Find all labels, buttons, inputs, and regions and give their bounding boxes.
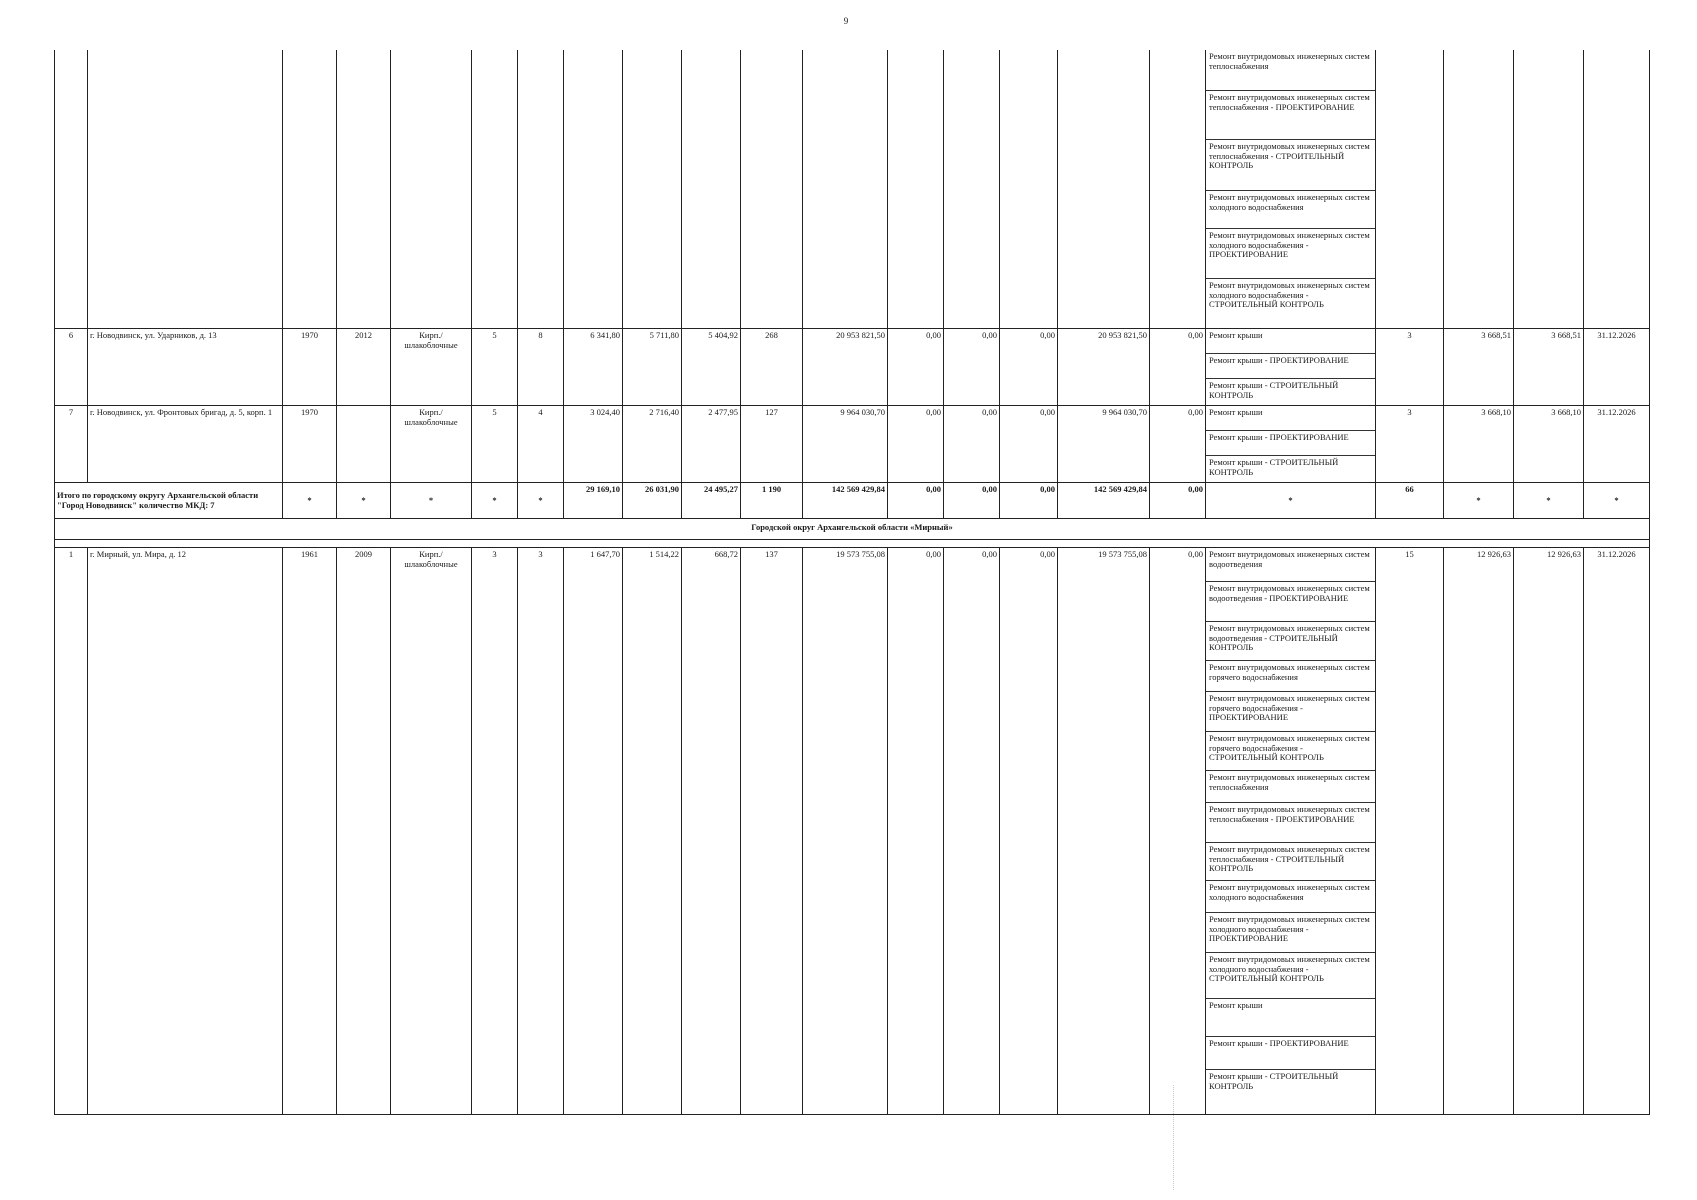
fund-local: 0,00 [1000, 548, 1058, 1115]
cell [1058, 50, 1150, 329]
work-count: 3 [1376, 406, 1444, 483]
deadline: 31.12.2026 [1584, 548, 1650, 1115]
wall-material: Кирп./ шлакоблочные [391, 406, 472, 483]
fund-other: 0,00 [1150, 548, 1206, 1115]
fund-regional: 0,00 [944, 329, 1000, 406]
fund-owners: 9 964 030,70 [1058, 406, 1150, 483]
total-fund-regional: 0,00 [944, 483, 1000, 519]
total-star: * [472, 483, 518, 519]
work-item: Ремонт внутридомовых инженерных систем горячего водоснабжения [1206, 661, 1375, 692]
work-item: Ремонт крыши - СТРОИТЕЛЬНЫЙ КОНТРОЛЬ [1209, 1071, 1339, 1091]
total-star: * [283, 483, 337, 519]
works-cell [1206, 406, 1376, 483]
work-item: Ремонт крыши [1206, 406, 1375, 431]
cell [888, 50, 944, 329]
work-item: Ремонт внутридомовых инженерных систем холодного водоснабжения - СТРОИТЕЛЬНЫЙ КОНТРОЛЬ [1206, 953, 1375, 999]
year-repair: 2009 [337, 548, 391, 1115]
section-title: Городской округ Архангельской области «Мирный» [55, 519, 1650, 540]
work-item: Ремонт внутридомовых инженерных систем холодного водоснабжения [1206, 191, 1375, 229]
fund-other: 0,00 [1150, 406, 1206, 483]
floors: 3 [472, 548, 518, 1115]
total-work-count: 66 [1376, 483, 1444, 519]
total-fund-owners: 142 569 429,84 [1058, 483, 1150, 519]
work-item: Ремонт внутридомовых инженерных систем теплоснабжения - СТРОИТЕЛЬНЫЙ КОНТРОЛЬ [1206, 843, 1375, 881]
total-star: * [1584, 483, 1650, 519]
fund-federal: 0,00 [888, 548, 944, 1115]
total-residents: 1 190 [741, 483, 803, 519]
total-star: * [518, 483, 564, 519]
area-residential: 668,72 [682, 548, 741, 1115]
work-count: 15 [1376, 548, 1444, 1115]
work-item: Ремонт внутридомовых инженерных систем теплоснабжения [1206, 771, 1375, 803]
row-number: 6 [55, 329, 88, 406]
work-item: Ремонт внутридомовых инженерных систем холодного водоснабжения - ПРОЕКТИРОВАНИЕ [1206, 229, 1375, 279]
unit-cost-max: 3 668,10 [1514, 406, 1584, 483]
work-count: 3 [1376, 329, 1444, 406]
works-cell [1206, 50, 1376, 329]
total-star: * [1206, 483, 1376, 519]
work-item: Ремонт крыши [1206, 329, 1375, 354]
cell [1444, 50, 1514, 329]
row-number: 1 [55, 548, 88, 1115]
unit-cost-max: 12 926,63 [1514, 548, 1584, 1115]
total-label: Итого по городскому округу Архангельской области "Город Новодвинск" количество МКД: 7 [55, 483, 283, 519]
year-built: 1961 [283, 548, 337, 1115]
area-premises: 5 711,80 [623, 329, 682, 406]
work-item: Ремонт крыши [1206, 999, 1375, 1037]
area-residential: 2 477,95 [682, 406, 741, 483]
area-premises: 1 514,22 [623, 548, 682, 1115]
scan-artifact-line [1173, 1085, 1174, 1190]
cell [283, 50, 337, 329]
fund-owners: 19 573 755,08 [1058, 548, 1150, 1115]
year-repair [337, 406, 391, 483]
residents: 127 [741, 406, 803, 483]
total-star: * [391, 483, 472, 519]
work-item: Ремонт внутридомовых инженерных систем холодного водоснабжения [1206, 881, 1375, 913]
work-item: Ремонт крыши - ПРОЕКТИРОВАНИЕ [1206, 1037, 1375, 1070]
cost-total: 19 573 755,08 [803, 548, 888, 1115]
spacer-row [55, 540, 1650, 548]
row-number: 7 [55, 406, 88, 483]
fund-federal: 0,00 [888, 329, 944, 406]
cell [472, 50, 518, 329]
total-area-premises: 26 031,90 [623, 483, 682, 519]
year-built: 1970 [283, 329, 337, 406]
work-item: Ремонт внутридомовых инженерных систем холодного водоснабжения - СТРОИТЕЛЬНЫЙ КОНТРОЛЬ [1209, 280, 1370, 310]
cell [682, 50, 741, 329]
work-item: Ремонт крыши - СТРОИТЕЛЬНЫЙ КОНТРОЛЬ [1209, 457, 1339, 477]
total-fund-other: 0,00 [1150, 483, 1206, 519]
work-item: Ремонт внутридомовых инженерных систем водоотведения [1206, 548, 1375, 582]
total-star: * [1444, 483, 1514, 519]
work-item: Ремонт крыши - ПРОЕКТИРОВАНИЕ [1206, 354, 1375, 379]
cell [1150, 50, 1206, 329]
address: г. Мирный, ул. Мира, д. 12 [88, 548, 283, 1115]
cell [741, 50, 803, 329]
deadline: 31.12.2026 [1584, 329, 1650, 406]
year-built: 1970 [283, 406, 337, 483]
residents: 268 [741, 329, 803, 406]
work-item: Ремонт внутридомовых инженерных систем теплоснабжения - СТРОИТЕЛЬНЫЙ КОНТРОЛЬ [1206, 140, 1375, 191]
entrances: 3 [518, 548, 564, 1115]
cell [1000, 50, 1058, 329]
area-total: 6 341,80 [564, 329, 623, 406]
spacer [55, 540, 1650, 548]
unit-cost-max: 3 668,51 [1514, 329, 1584, 406]
work-item: Ремонт крыши - СТРОИТЕЛЬНЫЙ КОНТРОЛЬ [1209, 380, 1339, 400]
area-total: 3 024,40 [564, 406, 623, 483]
total-star: * [1514, 483, 1584, 519]
work-item: Ремонт внутридомовых инженерных систем теплоснабжения [1206, 50, 1375, 91]
cell [337, 50, 391, 329]
unit-cost: 3 668,51 [1444, 329, 1514, 406]
capital-repair-register-table [54, 50, 1650, 1115]
works-cell [1206, 329, 1376, 406]
cell [1514, 50, 1584, 329]
fund-other: 0,00 [1150, 329, 1206, 406]
table-row [55, 548, 1650, 1115]
cost-total: 20 953 821,50 [803, 329, 888, 406]
cell [1584, 50, 1650, 329]
cell [564, 50, 623, 329]
fund-federal: 0,00 [888, 406, 944, 483]
work-item: Ремонт внутридомовых инженерных систем горячего водоснабжения - СТРОИТЕЛЬНЫЙ КОНТРОЛЬ [1206, 732, 1375, 771]
total-row [55, 483, 1650, 519]
cell [944, 50, 1000, 329]
residents: 137 [741, 548, 803, 1115]
cost-total: 9 964 030,70 [803, 406, 888, 483]
work-item: Ремонт внутридомовых инженерных систем теплоснабжения - ПРОЕКТИРОВАНИЕ [1206, 91, 1375, 140]
table-row [55, 406, 1650, 483]
unit-cost: 3 668,10 [1444, 406, 1514, 483]
address: г. Новодвинск, ул. Ударников, д. 13 [88, 329, 283, 406]
work-item: Ремонт внутридомовых инженерных систем теплоснабжения - ПРОЕКТИРОВАНИЕ [1206, 803, 1375, 843]
work-item: Ремонт внутридомовых инженерных систем водоотведения - ПРОЕКТИРОВАНИЕ [1206, 582, 1375, 622]
fund-regional: 0,00 [944, 548, 1000, 1115]
cell [1376, 50, 1444, 329]
section-header-row [55, 519, 1650, 540]
fund-local: 0,00 [1000, 406, 1058, 483]
total-area-residential: 24 495,27 [682, 483, 741, 519]
table-row [55, 329, 1650, 406]
total-fund-local: 0,00 [1000, 483, 1058, 519]
wall-material: Кирп./ шлакоблочные [391, 548, 472, 1115]
total-area-total: 29 169,10 [564, 483, 623, 519]
area-residential: 5 404,92 [682, 329, 741, 406]
fund-local: 0,00 [1000, 329, 1058, 406]
year-repair: 2012 [337, 329, 391, 406]
cell [518, 50, 564, 329]
total-star: * [337, 483, 391, 519]
fund-regional: 0,00 [944, 406, 1000, 483]
total-fund-federal: 0,00 [888, 483, 944, 519]
fund-owners: 20 953 821,50 [1058, 329, 1150, 406]
works-cell [1206, 548, 1376, 1115]
entrances: 4 [518, 406, 564, 483]
cell [88, 50, 283, 329]
cell [55, 50, 88, 329]
wall-material: Кирп./ шлакоблочные [391, 329, 472, 406]
continuation-row [55, 50, 1650, 329]
area-total: 1 647,70 [564, 548, 623, 1115]
work-item: Ремонт внутридомовых инженерных систем холодного водоснабжения - ПРОЕКТИРОВАНИЕ [1206, 913, 1375, 953]
work-item: Ремонт крыши - ПРОЕКТИРОВАНИЕ [1206, 431, 1375, 456]
unit-cost: 12 926,63 [1444, 548, 1514, 1115]
work-item: Ремонт внутридомовых инженерных систем водоотведения - СТРОИТЕЛЬНЫЙ КОНТРОЛЬ [1206, 622, 1375, 661]
cell [803, 50, 888, 329]
floors: 5 [472, 406, 518, 483]
area-premises: 2 716,40 [623, 406, 682, 483]
work-item: Ремонт внутридомовых инженерных систем горячего водоснабжения - ПРОЕКТИРОВАНИЕ [1206, 692, 1375, 732]
total-cost: 142 569 429,84 [803, 483, 888, 519]
deadline: 31.12.2026 [1584, 406, 1650, 483]
cell [623, 50, 682, 329]
page-number: 9 [843, 16, 849, 26]
floors: 5 [472, 329, 518, 406]
cell [391, 50, 472, 329]
address: г. Новодвинск, ул. Фронтовых бригад, д. 5, корп. 1 [88, 406, 283, 483]
entrances: 8 [518, 329, 564, 406]
